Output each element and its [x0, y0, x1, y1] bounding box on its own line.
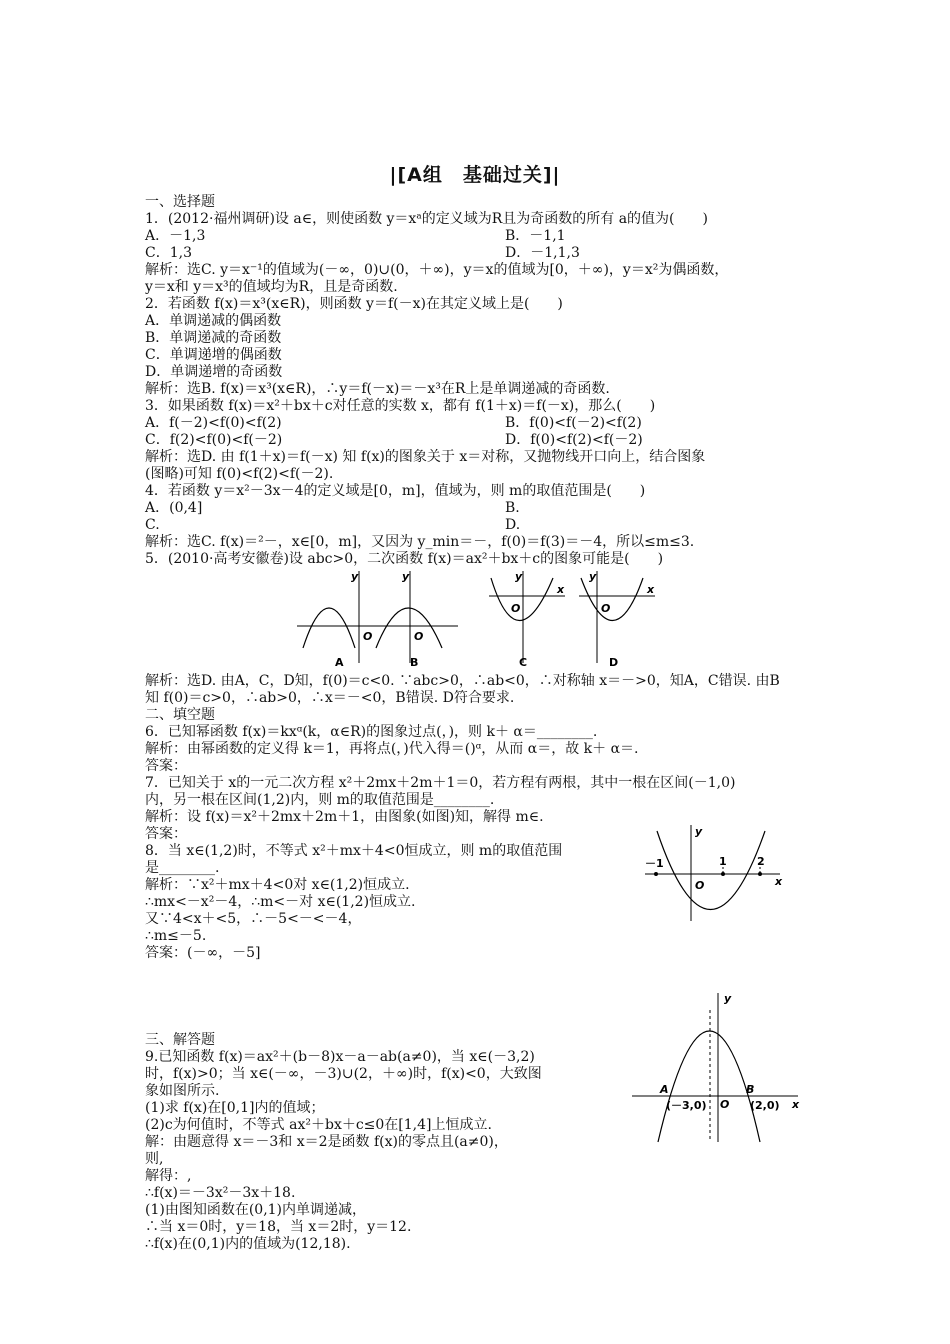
svg-text:x: x — [647, 583, 655, 596]
choice-label: C — [519, 656, 528, 668]
point-a-coord: (－3,0) — [666, 1099, 707, 1112]
text-line: 解得：, — [145, 1168, 192, 1184]
choice: D．－1,1,3 — [505, 245, 580, 261]
text-line: (2)c为何值时，不等式 ax²＋bx＋c≤0在[1,4]上恒成立. — [145, 1117, 492, 1133]
choice-label: A — [335, 656, 344, 668]
text-line: 知 f(0)＝c>0，∴ab>0，∴x＝－<0，B错误. D符合要求. — [145, 690, 515, 706]
x-axis-label: x — [775, 875, 783, 888]
tick-label: 2 — [757, 855, 765, 868]
svg-text:y: y — [515, 570, 523, 583]
text-line: 答案：(－∞，－5] — [145, 945, 261, 961]
choice-label: B — [410, 656, 419, 668]
point-a-label: A — [660, 1083, 669, 1096]
q5-graphs — [145, 568, 815, 673]
text-line: 又∵4<x＋<5，∴－5<－<－4， — [145, 911, 362, 927]
point-b-coord: (2,0) — [750, 1099, 780, 1112]
text-line: (1)求 f(x)在[0,1]内的值域； — [145, 1100, 325, 1116]
text-line: 7．已知关于 x的一元二次方程 x²＋2mx＋2m＋1＝0，若方程有两根，其中一根在区间(－1,0) — [145, 775, 736, 791]
text-line: (1)由图知函数在(0,1)内单调递减， — [145, 1202, 367, 1218]
choice: C. — [145, 517, 160, 533]
choice: B．f(0)<f(－2)<f(2) — [505, 415, 642, 431]
text-line: 一、选择题 — [145, 194, 215, 210]
text-line: D．单调递增的奇函数 — [145, 364, 283, 380]
text-line: 解析：选C. f(x)＝²－，x∈[0，m]，又因为 y_min＝－，f(0)＝f(3)＝－4，所以≤m≤3. — [145, 534, 695, 550]
choice: B. — [505, 500, 520, 516]
text-line: B．单调递减的奇函数 — [145, 330, 282, 346]
text-line: ∴f(x)＝－3x²－3x＋18. — [145, 1185, 296, 1201]
text-line: 解析：设 f(x)＝x²＋2mx＋2m＋1，由图象(如图)知，解得 m∈. — [145, 809, 544, 825]
graph-b — [370, 568, 460, 668]
choice-label: D — [609, 656, 619, 668]
choice-row — [145, 432, 815, 449]
svg-text:O: O — [363, 630, 373, 643]
text-line: y＝x和 y＝x³的值域均为R，且是奇函数. — [145, 279, 398, 295]
text-line: 8．当 x∈(1,2)时，不等式 x²＋mx＋4<0恒成立，则 m的取值范围 — [145, 843, 563, 859]
text-line: ∴m≤－5. — [145, 928, 207, 944]
text-line: 三、解答题 — [145, 1032, 215, 1048]
origin-label: O — [695, 879, 705, 892]
text-line: 6．已知幂函数 f(x)＝kxᵅ(k，α∈R)的图象过点(，)，则 k＋ α＝________. — [145, 724, 598, 740]
choice: A．f(－2)<f(0)<f(2) — [145, 415, 282, 431]
choice-row — [145, 415, 815, 432]
text-line: 内，另一根在区间(1,2)内，则 m的取值范围是________. — [145, 792, 495, 808]
choice-row — [145, 228, 815, 245]
svg-text:O: O — [601, 602, 611, 615]
svg-text:x: x — [557, 583, 565, 596]
text-line: 1．(2012·福州调研)设 a∈，则使函数 y＝xᵃ的定义域为R且为奇函数的所有 a的值为( ) — [145, 211, 708, 227]
text-line: 解析：∵x²＋mx＋4<0对 x∈(1,2)恒成立. — [145, 877, 410, 893]
graph-d — [577, 568, 657, 668]
y-axis-label: y — [695, 825, 703, 838]
svg-text:y: y — [402, 570, 410, 583]
tick-label: 1 — [719, 855, 727, 868]
choice: A．(0,4] — [145, 500, 203, 516]
text-line: 解析：选D. 由A，C，D知，f(0)＝c<0. ∵abc>0，∴ab<0，∴对称轴 x＝－>0，知A，C错误. 由B — [145, 673, 780, 689]
section-title: |[A组 基础过关]| — [389, 164, 561, 186]
text-line: 解析：由幂函数的定义得 k＝1，再将点(，)代入得＝()ᵅ，从而 α＝，故 k＋ α＝. — [145, 741, 639, 757]
text-line: 解析：选B. f(x)＝x³(x∈R)，∴y＝f(－x)＝－x³在R上是单调递减的奇函数. — [145, 381, 610, 397]
choice: D．f(0)<f(2)<f(－2) — [505, 432, 643, 448]
text-line: 9.已知函数 f(x)＝ax²＋(b－8)x－a－ab(a≠0)，当 x∈(－3,2) — [145, 1049, 535, 1065]
point-b-label: B — [746, 1083, 755, 1096]
choice: D. — [505, 517, 521, 533]
svg-text:y: y — [351, 570, 359, 583]
text-line: ∴f(x)在(0,1)内的值域为(12,18). — [145, 1236, 351, 1252]
figure-q9 — [630, 990, 800, 1145]
text-line: C．单调递增的偶函数 — [145, 347, 282, 363]
choice: C．f(2)<f(0)<f(－2) — [145, 432, 283, 448]
text-line: 答案： — [145, 758, 187, 774]
choice-row — [145, 500, 815, 517]
text-line: 3．如果函数 f(x)＝x²＋bx＋c对任意的实数 x，都有 f(1＋x)＝f(－x)，那么( ) — [145, 398, 656, 414]
choice-row — [145, 245, 815, 262]
text-line: 答案： — [145, 826, 187, 842]
text-line: 解析：选C. y＝x⁻¹的值域为(－∞，0)∪(0，＋∞)，y＝x的值域为[0，＋∞)，y＝x²为偶函数， — [145, 262, 729, 278]
choice: B．－1,1 — [505, 228, 566, 244]
choice: A．－1,3 — [145, 228, 206, 244]
text-line: (图略)可知 f(0)<f(2)<f(－2). — [145, 466, 334, 482]
svg-text:y: y — [589, 570, 597, 583]
graph-c — [487, 568, 567, 668]
text-line: 解：由题意得 x＝－3和 x＝2是函数 f(x)的零点且(a≠0)， — [145, 1134, 508, 1150]
text-line: 则, — [145, 1151, 164, 1167]
choice: C．1,3 — [145, 245, 192, 261]
text-line: 解析：选D. 由 f(1＋x)＝f(－x) 知 f(x)的图象关于 x＝对称，又抛物线开口向上，结合图象 — [145, 449, 706, 465]
x-axis-label: x — [792, 1098, 800, 1111]
svg-text:O: O — [511, 602, 521, 615]
tick-label: －1 — [645, 857, 664, 870]
text-line: ∴mx<－x²－4，∴m<－对 x∈(1,2)恒成立. — [145, 894, 416, 910]
text-line: ∴当 x＝0时，y＝18，当 x＝2时，y＝12. — [145, 1219, 412, 1235]
text-line: 象如图所示. — [145, 1083, 220, 1099]
text-line: 是________. — [145, 860, 220, 876]
text-line: 2．若函数 f(x)＝x³(x∈R)，则函数 y＝f(－x)在其定义域上是( ) — [145, 296, 563, 312]
svg-text:O: O — [414, 630, 424, 643]
text-line: 二、填空题 — [145, 707, 215, 723]
choice-row — [145, 517, 815, 534]
origin-label: O — [720, 1098, 730, 1111]
y-axis-label: y — [724, 992, 732, 1005]
text-line: 4．若函数 y＝x²－3x－4的定义域是[0，m]，值域为，则 m的取值范围是( ) — [145, 483, 646, 499]
text-line: A．单调递减的偶函数 — [145, 313, 282, 329]
figure-q8 — [645, 823, 785, 923]
text-line: 时，f(x)>0；当 x∈(－∞，－3)∪(2，＋∞)时，f(x)<0，大致图 — [145, 1066, 542, 1082]
text-line: 5．(2010·高考安徽卷)设 abc>0，二次函数 f(x)＝ax²＋bx＋c的图象可能是( ) — [145, 551, 664, 567]
